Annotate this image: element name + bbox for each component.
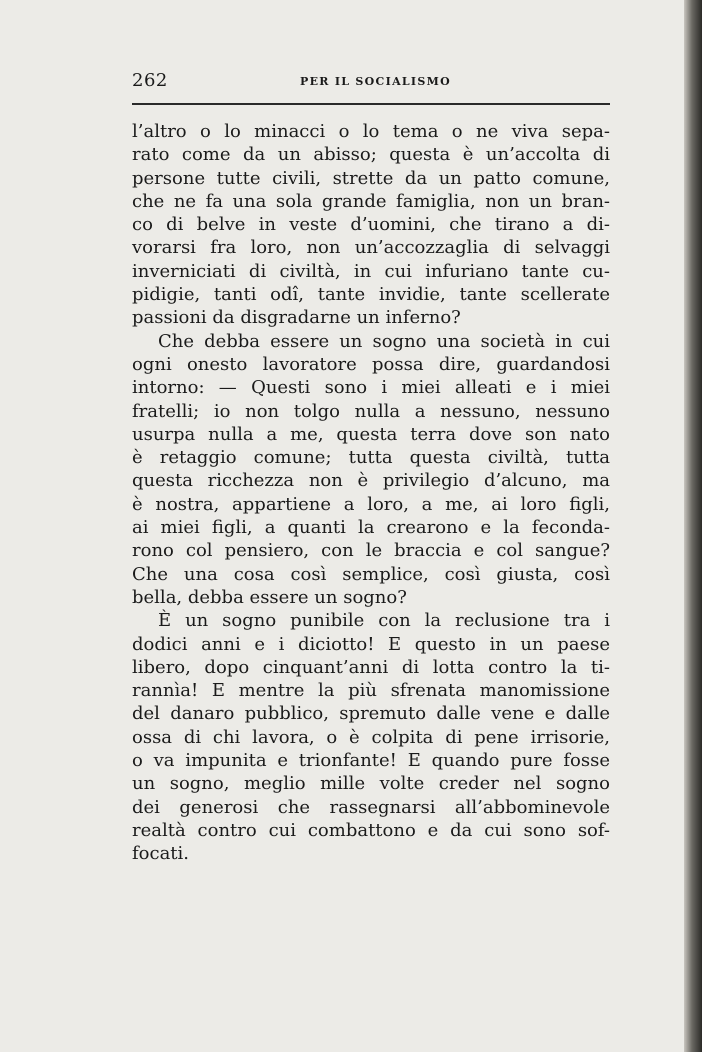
page-number: 262 [132,70,168,91]
text-line: Che una cosa così semplice, così giusta, così [132,563,610,585]
text-line: un sogno, meglio mille volte creder nel sogno [132,773,610,795]
text-line: usurpa nulla a me, questa terra dove son nato [132,423,610,445]
header-rule [132,103,610,105]
text-line: bella, debba essere un sogno? [132,586,407,608]
text-line: Che debba essere un sogno una società in cui [158,330,610,352]
text-line: è retaggio comune; tutta questa civiltà, tutta [132,447,610,469]
text-line: intorno: — Questi sono i miei alleati e i miei [132,377,610,399]
text-line: co di belve in veste d’uomini, che tirano a di- [132,214,610,236]
text-line: è nostra, appartiene a loro, a me, ai loro figli, [132,493,610,515]
text-line: ai miei figli, a quanti la crearono e la feconda- [132,517,610,539]
text-line: l’altro o lo minacci o lo tema o ne viva sepa- [132,121,610,142]
text-line: persone tutte civili, strette da un patto comune, [132,167,610,189]
text-line: passioni da disgradarne un inferno? [132,307,461,329]
text-line: focati. [132,843,190,865]
text-line: rono col pensiero, con le braccia e col sangue? [132,540,610,562]
text-line: rannìa! E mentre la più sfrenata manomissione [132,680,610,702]
text-line: che ne fa una sola grande famiglia, non un bran- [132,190,610,212]
text-line: dodici anni e i diciotto! E questo in un paese [132,633,610,655]
text-line: vorarsi fra loro, non un’accozzaglia di selvaggi [132,237,610,259]
text-line: questa ricchezza non è privilegio d’alcuno, ma [132,470,610,492]
text-line: È un sogno punibile con la reclusione tra i [158,610,610,632]
body-text [132,120,610,866]
text-line: ossa di chi lavora, o è colpita di pene irrisorie, [132,726,610,748]
text-line: ogni onesto lavoratore possa dire, guardandosi [132,353,610,375]
text-line: realtà contro cui combattono e da cui sono sof- [132,819,610,841]
text-line: pidigie, tanti odî, tante invidie, tante scellerate [132,284,610,306]
text-line: rato come da un abisso; questa è un’accolta di [132,144,610,166]
text-line: o va impunita e trionfante! E quando pure fosse [132,750,610,772]
page-header [132,70,610,92]
text-line: del danaro pubblico, spremuto dalle vene e dalle [132,703,610,725]
running-title: PER IL SOCIALISMO [300,75,451,88]
text-line: libero, dopo cinquant’anni di lotta contro la ti- [132,656,610,678]
text-line: dei generosi che rassegnarsi all’abbominevole [132,796,610,818]
page-edge-shadow [684,0,702,1052]
text-line: inverniciati di civiltà, in cui infuriano tante cu- [132,260,610,282]
text-line: fratelli; io non tolgo nulla a nessuno, nessuno [132,400,610,422]
